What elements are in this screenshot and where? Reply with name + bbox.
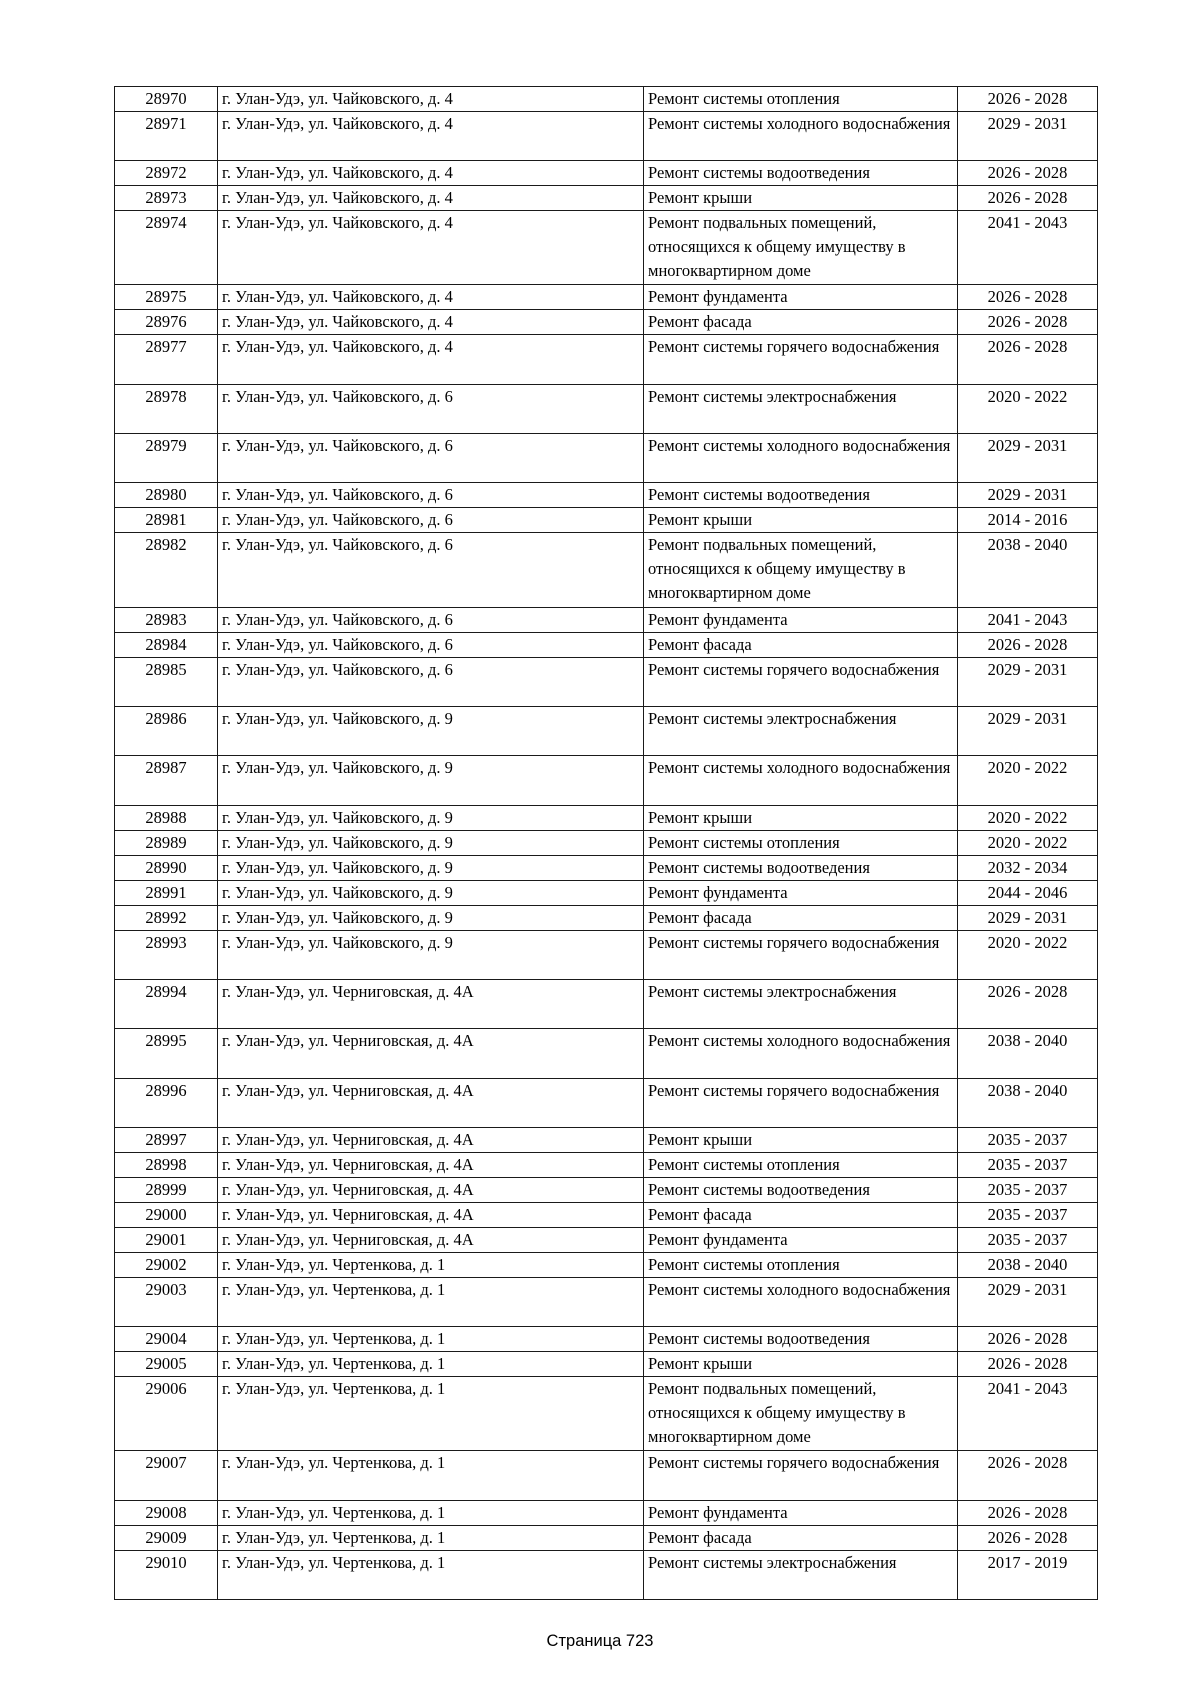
cell-period: 2026 - 2028 <box>958 1525 1098 1550</box>
cell-record-number: 28985 <box>115 657 218 706</box>
cell-address: г. Улан-Удэ, ул. Чайковского, д. 9 <box>218 880 644 905</box>
cell-period: 2020 - 2022 <box>958 930 1098 979</box>
cell-address: г. Улан-Удэ, ул. Чертенкова, д. 1 <box>218 1278 644 1327</box>
cell-record-number: 28981 <box>115 508 218 533</box>
table-row <box>115 87 1098 112</box>
cell-period: 2026 - 2028 <box>958 87 1098 112</box>
cell-address: г. Улан-Удэ, ул. Чайковского, д. 6 <box>218 632 644 657</box>
table-row <box>115 756 1098 805</box>
cell-record-number: 29000 <box>115 1203 218 1228</box>
cell-record-number: 28999 <box>115 1178 218 1203</box>
cell-work-type: Ремонт системы отопления <box>644 830 958 855</box>
table-row <box>115 1352 1098 1377</box>
cell-address: г. Улан-Удэ, ул. Черниговская, д. 4А <box>218 1203 644 1228</box>
cell-work-type: Ремонт системы водоотведения <box>644 855 958 880</box>
cell-record-number: 28986 <box>115 706 218 755</box>
table-row <box>115 1327 1098 1352</box>
table-row <box>115 657 1098 706</box>
cell-record-number: 28983 <box>115 607 218 632</box>
cell-address: г. Улан-Удэ, ул. Черниговская, д. 4А <box>218 979 644 1028</box>
cell-period: 2026 - 2028 <box>958 1327 1098 1352</box>
cell-period: 2026 - 2028 <box>958 979 1098 1028</box>
cell-record-number: 28982 <box>115 533 218 607</box>
table-row <box>115 1278 1098 1327</box>
cell-record-number: 28973 <box>115 186 218 211</box>
cell-period: 2029 - 2031 <box>958 905 1098 930</box>
cell-period: 2035 - 2037 <box>958 1178 1098 1203</box>
cell-period: 2026 - 2028 <box>958 310 1098 335</box>
cell-period: 2026 - 2028 <box>958 285 1098 310</box>
table-row <box>115 186 1098 211</box>
cell-work-type: Ремонт фундамента <box>644 607 958 632</box>
cell-period: 2029 - 2031 <box>958 706 1098 755</box>
cell-work-type: Ремонт системы холодного водоснабжения <box>644 1278 958 1327</box>
table-body <box>115 87 1098 1600</box>
page-number: Страница 723 <box>546 1632 654 1650</box>
cell-record-number: 28979 <box>115 434 218 483</box>
cell-work-type: Ремонт подвальных помещений, относящихся к общему имуществу в многоквартирном доме <box>644 211 958 285</box>
cell-work-type: Ремонт системы холодного водоснабжения <box>644 112 958 161</box>
cell-work-type: Ремонт фасада <box>644 1525 958 1550</box>
table-row <box>115 483 1098 508</box>
cell-record-number: 28993 <box>115 930 218 979</box>
cell-address: г. Улан-Удэ, ул. Чертенкова, д. 1 <box>218 1352 644 1377</box>
cell-work-type: Ремонт системы холодного водоснабжения <box>644 434 958 483</box>
table-row <box>115 1451 1098 1500</box>
cell-work-type: Ремонт подвальных помещений, относящихся к общему имуществу в многоквартирном доме <box>644 533 958 607</box>
cell-address: г. Улан-Удэ, ул. Чайковского, д. 4 <box>218 310 644 335</box>
cell-address: г. Улан-Удэ, ул. Чертенкова, д. 1 <box>218 1525 644 1550</box>
cell-work-type: Ремонт системы холодного водоснабжения <box>644 756 958 805</box>
cell-period: 2026 - 2028 <box>958 1500 1098 1525</box>
cell-period: 2020 - 2022 <box>958 805 1098 830</box>
table-row <box>115 607 1098 632</box>
cell-work-type: Ремонт фасада <box>644 310 958 335</box>
cell-record-number: 28978 <box>115 384 218 433</box>
cell-record-number: 28988 <box>115 805 218 830</box>
cell-address: г. Улан-Удэ, ул. Черниговская, д. 4А <box>218 1078 644 1127</box>
repair-schedule-table <box>114 86 1098 1600</box>
cell-address: г. Улан-Удэ, ул. Чайковского, д. 4 <box>218 87 644 112</box>
cell-period: 2038 - 2040 <box>958 1029 1098 1078</box>
cell-address: г. Улан-Удэ, ул. Чайковского, д. 9 <box>218 756 644 805</box>
cell-record-number: 28990 <box>115 855 218 880</box>
cell-period: 2041 - 2043 <box>958 607 1098 632</box>
cell-address: г. Улан-Удэ, ул. Черниговская, д. 4А <box>218 1029 644 1078</box>
cell-address: г. Улан-Удэ, ул. Чайковского, д. 6 <box>218 657 644 706</box>
cell-work-type: Ремонт крыши <box>644 508 958 533</box>
cell-record-number: 28996 <box>115 1078 218 1127</box>
table-row <box>115 1029 1098 1078</box>
cell-address: г. Улан-Удэ, ул. Чайковского, д. 4 <box>218 335 644 384</box>
table-row <box>115 1078 1098 1127</box>
cell-work-type: Ремонт фундамента <box>644 285 958 310</box>
cell-address: г. Улан-Удэ, ул. Черниговская, д. 4А <box>218 1228 644 1253</box>
cell-period: 2026 - 2028 <box>958 161 1098 186</box>
cell-address: г. Улан-Удэ, ул. Черниговская, д. 4А <box>218 1178 644 1203</box>
table-row <box>115 1153 1098 1178</box>
cell-address: г. Улан-Удэ, ул. Чайковского, д. 4 <box>218 112 644 161</box>
cell-work-type: Ремонт системы холодного водоснабжения <box>644 1029 958 1078</box>
table-row <box>115 211 1098 285</box>
cell-record-number: 29006 <box>115 1377 218 1451</box>
cell-record-number: 28971 <box>115 112 218 161</box>
cell-record-number: 28976 <box>115 310 218 335</box>
table-row <box>115 830 1098 855</box>
cell-record-number: 28984 <box>115 632 218 657</box>
table-row <box>115 508 1098 533</box>
cell-work-type: Ремонт системы электроснабжения <box>644 706 958 755</box>
cell-work-type: Ремонт фасада <box>644 632 958 657</box>
cell-period: 2029 - 2031 <box>958 434 1098 483</box>
cell-period: 2041 - 2043 <box>958 1377 1098 1451</box>
cell-record-number: 28994 <box>115 979 218 1028</box>
cell-record-number: 29003 <box>115 1278 218 1327</box>
cell-record-number: 29008 <box>115 1500 218 1525</box>
table-row <box>115 1253 1098 1278</box>
cell-address: г. Улан-Удэ, ул. Чайковского, д. 6 <box>218 384 644 433</box>
cell-period: 2041 - 2043 <box>958 211 1098 285</box>
table-row <box>115 930 1098 979</box>
cell-record-number: 29002 <box>115 1253 218 1278</box>
table-row <box>115 310 1098 335</box>
cell-period: 2029 - 2031 <box>958 657 1098 706</box>
cell-period: 2029 - 2031 <box>958 483 1098 508</box>
cell-address: г. Улан-Удэ, ул. Чертенкова, д. 1 <box>218 1500 644 1525</box>
cell-work-type: Ремонт системы горячего водоснабжения <box>644 1451 958 1500</box>
cell-record-number: 28972 <box>115 161 218 186</box>
cell-period: 2026 - 2028 <box>958 335 1098 384</box>
cell-record-number: 29007 <box>115 1451 218 1500</box>
table-row <box>115 632 1098 657</box>
cell-period: 2035 - 2037 <box>958 1228 1098 1253</box>
cell-period: 2038 - 2040 <box>958 1253 1098 1278</box>
cell-period: 2035 - 2037 <box>958 1128 1098 1153</box>
cell-period: 2026 - 2028 <box>958 1451 1098 1500</box>
cell-record-number: 28997 <box>115 1128 218 1153</box>
cell-address: г. Улан-Удэ, ул. Черниговская, д. 4А <box>218 1128 644 1153</box>
cell-address: г. Улан-Удэ, ул. Чайковского, д. 6 <box>218 508 644 533</box>
cell-record-number: 28974 <box>115 211 218 285</box>
cell-address: г. Улан-Удэ, ул. Чайковского, д. 6 <box>218 434 644 483</box>
cell-address: г. Улан-Удэ, ул. Чайковского, д. 4 <box>218 161 644 186</box>
cell-address: г. Улан-Удэ, ул. Чайковского, д. 4 <box>218 211 644 285</box>
table-row <box>115 112 1098 161</box>
cell-work-type: Ремонт крыши <box>644 1352 958 1377</box>
table-row <box>115 434 1098 483</box>
table-row <box>115 1178 1098 1203</box>
table-row <box>115 384 1098 433</box>
table-row <box>115 1377 1098 1451</box>
cell-period: 2014 - 2016 <box>958 508 1098 533</box>
table-row <box>115 979 1098 1028</box>
cell-period: 2029 - 2031 <box>958 1278 1098 1327</box>
cell-address: г. Улан-Удэ, ул. Чайковского, д. 9 <box>218 855 644 880</box>
cell-address: г. Улан-Удэ, ул. Чайковского, д. 9 <box>218 706 644 755</box>
cell-work-type: Ремонт фундамента <box>644 1228 958 1253</box>
cell-address: г. Улан-Удэ, ул. Чайковского, д. 9 <box>218 830 644 855</box>
table-row <box>115 1128 1098 1153</box>
cell-record-number: 28995 <box>115 1029 218 1078</box>
table-row <box>115 335 1098 384</box>
cell-address: г. Улан-Удэ, ул. Чертенкова, д. 1 <box>218 1253 644 1278</box>
cell-period: 2038 - 2040 <box>958 1078 1098 1127</box>
cell-work-type: Ремонт системы горячего водоснабжения <box>644 1078 958 1127</box>
cell-record-number: 29004 <box>115 1327 218 1352</box>
cell-record-number: 28977 <box>115 335 218 384</box>
cell-work-type: Ремонт системы водоотведения <box>644 161 958 186</box>
cell-period: 2032 - 2034 <box>958 855 1098 880</box>
cell-work-type: Ремонт системы электроснабжения <box>644 1550 958 1599</box>
cell-work-type: Ремонт системы водоотведения <box>644 1178 958 1203</box>
cell-work-type: Ремонт системы водоотведения <box>644 1327 958 1352</box>
cell-address: г. Улан-Удэ, ул. Чайковского, д. 6 <box>218 533 644 607</box>
table-row <box>115 706 1098 755</box>
cell-period: 2029 - 2031 <box>958 112 1098 161</box>
cell-period: 2038 - 2040 <box>958 533 1098 607</box>
table-row <box>115 905 1098 930</box>
table-row <box>115 161 1098 186</box>
cell-period: 2020 - 2022 <box>958 756 1098 805</box>
cell-work-type: Ремонт системы горячего водоснабжения <box>644 335 958 384</box>
cell-period: 2035 - 2037 <box>958 1153 1098 1178</box>
cell-work-type: Ремонт системы электроснабжения <box>644 384 958 433</box>
cell-work-type: Ремонт фасада <box>644 1203 958 1228</box>
table-row <box>115 1203 1098 1228</box>
cell-address: г. Улан-Удэ, ул. Чайковского, д. 4 <box>218 186 644 211</box>
cell-record-number: 28970 <box>115 87 218 112</box>
cell-period: 2020 - 2022 <box>958 384 1098 433</box>
cell-record-number: 28989 <box>115 830 218 855</box>
cell-address: г. Улан-Удэ, ул. Чайковского, д. 9 <box>218 805 644 830</box>
cell-period: 2020 - 2022 <box>958 830 1098 855</box>
cell-work-type: Ремонт системы водоотведения <box>644 483 958 508</box>
cell-period: 2035 - 2037 <box>958 1203 1098 1228</box>
cell-address: г. Улан-Удэ, ул. Чайковского, д. 6 <box>218 483 644 508</box>
cell-record-number: 28987 <box>115 756 218 805</box>
cell-work-type: Ремонт системы отопления <box>644 87 958 112</box>
table-row <box>115 880 1098 905</box>
table-row <box>115 1228 1098 1253</box>
cell-work-type: Ремонт фундамента <box>644 880 958 905</box>
table-row <box>115 1525 1098 1550</box>
cell-record-number: 29010 <box>115 1550 218 1599</box>
cell-address: г. Улан-Удэ, ул. Чайковского, д. 9 <box>218 905 644 930</box>
cell-work-type: Ремонт системы отопления <box>644 1153 958 1178</box>
cell-period: 2026 - 2028 <box>958 1352 1098 1377</box>
cell-address: г. Улан-Удэ, ул. Чертенкова, д. 1 <box>218 1327 644 1352</box>
table-row <box>115 805 1098 830</box>
cell-record-number: 28998 <box>115 1153 218 1178</box>
table-row <box>115 855 1098 880</box>
cell-work-type: Ремонт системы горячего водоснабжения <box>644 657 958 706</box>
cell-address: г. Улан-Удэ, ул. Чайковского, д. 4 <box>218 285 644 310</box>
cell-record-number: 29009 <box>115 1525 218 1550</box>
cell-work-type: Ремонт фундамента <box>644 1500 958 1525</box>
cell-work-type: Ремонт крыши <box>644 186 958 211</box>
cell-address: г. Улан-Удэ, ул. Чайковского, д. 9 <box>218 930 644 979</box>
cell-work-type: Ремонт системы электроснабжения <box>644 979 958 1028</box>
cell-record-number: 29005 <box>115 1352 218 1377</box>
cell-record-number: 28991 <box>115 880 218 905</box>
cell-record-number: 28975 <box>115 285 218 310</box>
cell-work-type: Ремонт системы отопления <box>644 1253 958 1278</box>
cell-period: 2026 - 2028 <box>958 186 1098 211</box>
cell-work-type: Ремонт крыши <box>644 1128 958 1153</box>
cell-address: г. Улан-Удэ, ул. Чертенкова, д. 1 <box>218 1451 644 1500</box>
cell-address: г. Улан-Удэ, ул. Черниговская, д. 4А <box>218 1153 644 1178</box>
cell-work-type: Ремонт фасада <box>644 905 958 930</box>
cell-address: г. Улан-Удэ, ул. Чертенкова, д. 1 <box>218 1550 644 1599</box>
cell-work-type: Ремонт системы горячего водоснабжения <box>644 930 958 979</box>
cell-work-type: Ремонт подвальных помещений, относящихся к общему имуществу в многоквартирном доме <box>644 1377 958 1451</box>
table-row <box>115 533 1098 607</box>
table-row <box>115 1500 1098 1525</box>
cell-record-number: 28980 <box>115 483 218 508</box>
table-row <box>115 285 1098 310</box>
cell-period: 2017 - 2019 <box>958 1550 1098 1599</box>
cell-record-number: 28992 <box>115 905 218 930</box>
cell-work-type: Ремонт крыши <box>644 805 958 830</box>
cell-record-number: 29001 <box>115 1228 218 1253</box>
cell-period: 2026 - 2028 <box>958 632 1098 657</box>
cell-period: 2044 - 2046 <box>958 880 1098 905</box>
cell-address: г. Улан-Удэ, ул. Чертенкова, д. 1 <box>218 1377 644 1451</box>
table-row <box>115 1550 1098 1599</box>
cell-address: г. Улан-Удэ, ул. Чайковского, д. 6 <box>218 607 644 632</box>
